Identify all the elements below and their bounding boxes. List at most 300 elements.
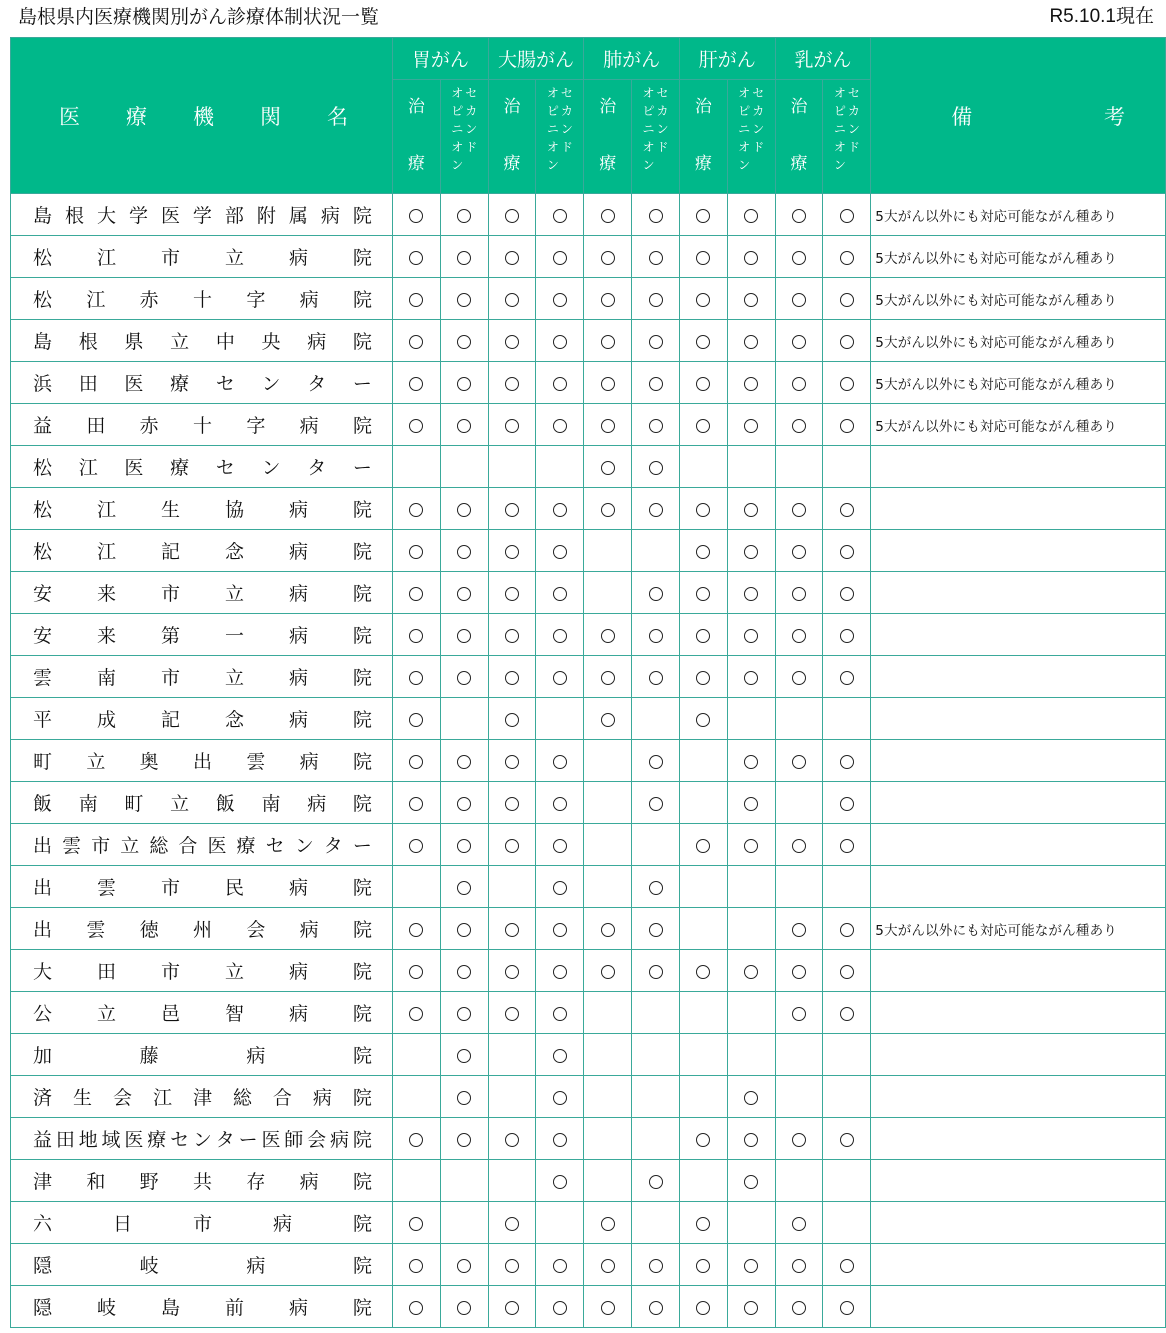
second-opinion-cell bbox=[536, 1286, 584, 1328]
table-row bbox=[11, 572, 1166, 614]
treatment-cell bbox=[488, 404, 536, 446]
available-mark bbox=[792, 671, 806, 685]
table-row bbox=[11, 992, 1166, 1034]
name-char: ン bbox=[192, 1129, 212, 1151]
second-opinion-cell bbox=[536, 404, 584, 446]
as-of-date: R5.10.1現在 bbox=[1049, 6, 1154, 27]
available-mark bbox=[840, 965, 854, 979]
available-mark bbox=[649, 209, 663, 223]
available-mark bbox=[553, 209, 567, 223]
header-char: オ bbox=[738, 140, 751, 154]
name-char: 根 bbox=[64, 205, 84, 227]
name-char: 前 bbox=[224, 1297, 244, 1319]
treatment-cell bbox=[775, 194, 823, 236]
name-char: 病 bbox=[320, 205, 340, 227]
second-opinion-cell bbox=[632, 1118, 680, 1160]
remarks-cell bbox=[871, 740, 1166, 782]
second-opinion-cell bbox=[727, 1244, 775, 1286]
name-char: 出 bbox=[33, 877, 53, 899]
second-opinion-cell bbox=[727, 236, 775, 278]
header-vertical-text bbox=[465, 84, 477, 174]
second-opinion-cell bbox=[727, 194, 775, 236]
second-opinion-cell bbox=[727, 740, 775, 782]
available-mark bbox=[553, 1091, 567, 1105]
table-row bbox=[11, 824, 1166, 866]
second-opinion-cell bbox=[823, 1118, 871, 1160]
table-row bbox=[11, 1160, 1166, 1202]
name-char: 総 bbox=[232, 1087, 252, 1109]
header-char: ニ bbox=[546, 122, 559, 136]
second-opinion-cell bbox=[536, 614, 584, 656]
name-char: タ bbox=[215, 1129, 235, 1151]
hospital-name-text bbox=[11, 747, 392, 774]
treatment-cell bbox=[488, 572, 536, 614]
available-mark bbox=[553, 839, 567, 853]
header-char: 療 bbox=[126, 104, 147, 129]
available-mark bbox=[649, 503, 663, 517]
header-char: 療 bbox=[694, 154, 712, 174]
treatment-cell bbox=[393, 656, 441, 698]
second-opinion-cell bbox=[823, 530, 871, 572]
name-char: 出 bbox=[33, 919, 53, 941]
name-char: 和 bbox=[86, 1171, 106, 1193]
available-mark bbox=[553, 587, 567, 601]
name-char: 立 bbox=[86, 751, 106, 773]
second-opinion-cell bbox=[440, 866, 488, 908]
name-char: 念 bbox=[224, 541, 244, 563]
table-row bbox=[11, 698, 1166, 740]
hospital-name-text bbox=[11, 369, 392, 396]
hospital-name bbox=[11, 656, 393, 698]
hospital-name bbox=[11, 1244, 393, 1286]
name-char: 院 bbox=[352, 1087, 372, 1109]
name-char: 岐 bbox=[96, 1297, 116, 1319]
second-opinion-cell bbox=[823, 1244, 871, 1286]
treatment-cell bbox=[393, 866, 441, 908]
header-char: 機 bbox=[193, 104, 214, 129]
available-mark bbox=[553, 1301, 567, 1315]
header-treatment-label bbox=[680, 80, 727, 174]
header-char: ニ bbox=[642, 122, 655, 136]
name-char: 平 bbox=[33, 709, 53, 731]
second-opinion-cell bbox=[440, 740, 488, 782]
header-char: ン bbox=[642, 158, 655, 172]
hospital-name bbox=[11, 572, 393, 614]
hospital-name bbox=[11, 740, 393, 782]
available-mark bbox=[792, 377, 806, 391]
second-opinion-cell bbox=[632, 614, 680, 656]
name-char: 病 bbox=[288, 1297, 308, 1319]
available-mark bbox=[744, 545, 758, 559]
header-vertical-text bbox=[547, 84, 559, 174]
second-opinion-cell bbox=[823, 950, 871, 992]
name-char: 院 bbox=[352, 1003, 372, 1025]
name-char: 州 bbox=[192, 919, 212, 941]
second-opinion-cell bbox=[632, 488, 680, 530]
treatment-cell bbox=[679, 782, 727, 824]
name-char: 医 bbox=[124, 1129, 144, 1151]
treatment-cell bbox=[393, 446, 441, 488]
treatment-cell bbox=[584, 698, 632, 740]
treatment-cell bbox=[488, 1244, 536, 1286]
hospital-name bbox=[11, 194, 393, 236]
available-mark bbox=[553, 629, 567, 643]
available-mark bbox=[505, 1133, 519, 1147]
second-opinion-cell bbox=[632, 1244, 680, 1286]
name-char: 病 bbox=[307, 793, 327, 815]
name-char: 療 bbox=[147, 1129, 167, 1151]
second-opinion-cell bbox=[440, 950, 488, 992]
available-mark bbox=[744, 587, 758, 601]
treatment-cell bbox=[393, 824, 441, 866]
available-mark bbox=[457, 671, 471, 685]
treatment-cell bbox=[488, 908, 536, 950]
treatment-cell bbox=[488, 362, 536, 404]
second-opinion-cell bbox=[440, 698, 488, 740]
available-mark bbox=[840, 335, 854, 349]
available-mark bbox=[409, 755, 423, 769]
name-char: 域 bbox=[101, 1129, 121, 1151]
name-char: 病 bbox=[288, 667, 308, 689]
treatment-cell bbox=[488, 194, 536, 236]
name-char: セ bbox=[215, 457, 235, 479]
name-char: セ bbox=[265, 835, 285, 857]
name-char: 田 bbox=[86, 415, 106, 437]
name-char: 隠 bbox=[33, 1255, 53, 1277]
available-mark bbox=[505, 251, 519, 265]
available-mark bbox=[649, 881, 663, 895]
available-mark bbox=[696, 1217, 710, 1231]
available-mark bbox=[553, 671, 567, 685]
header-char: カ bbox=[847, 104, 860, 118]
treatment-cell bbox=[679, 1244, 727, 1286]
available-mark bbox=[649, 1301, 663, 1315]
hospital-name bbox=[11, 320, 393, 362]
second-opinion-cell bbox=[727, 1160, 775, 1202]
header-char: 治 bbox=[790, 97, 808, 117]
available-mark bbox=[457, 587, 471, 601]
name-char: 院 bbox=[352, 751, 372, 773]
remarks-cell bbox=[871, 992, 1166, 1034]
hospital-name-text bbox=[11, 453, 392, 480]
header-treatment-label bbox=[776, 80, 823, 174]
name-char: 立 bbox=[224, 961, 244, 983]
available-mark bbox=[744, 1133, 758, 1147]
header-char: 考 bbox=[1104, 104, 1125, 129]
treatment-cell bbox=[679, 404, 727, 446]
treatment-cell bbox=[679, 362, 727, 404]
available-mark bbox=[409, 965, 423, 979]
header-char: 療 bbox=[407, 154, 425, 174]
name-char: 学 bbox=[192, 205, 212, 227]
hospital-name-text bbox=[11, 285, 392, 312]
header-vertical-text bbox=[561, 84, 573, 174]
name-char: 江 bbox=[78, 457, 98, 479]
second-opinion-cell bbox=[823, 572, 871, 614]
available-mark bbox=[553, 1175, 567, 1189]
available-mark bbox=[696, 587, 710, 601]
available-mark bbox=[601, 1301, 615, 1315]
name-char: 記 bbox=[160, 541, 180, 563]
available-mark bbox=[649, 629, 663, 643]
header-char: 療 bbox=[503, 154, 521, 174]
remarks-cell bbox=[871, 1202, 1166, 1244]
table-row bbox=[11, 1076, 1166, 1118]
name-char: 済 bbox=[33, 1087, 53, 1109]
header-char: オ bbox=[833, 86, 846, 100]
hospital-name-text bbox=[11, 243, 392, 270]
remarks-cell bbox=[871, 488, 1166, 530]
second-opinion-cell bbox=[632, 236, 680, 278]
second-opinion-cell bbox=[440, 488, 488, 530]
second-opinion-cell bbox=[632, 1034, 680, 1076]
hospital-name bbox=[11, 1118, 393, 1160]
name-char: セ bbox=[170, 1129, 190, 1151]
second-opinion-cell bbox=[823, 1034, 871, 1076]
treatment-cell bbox=[775, 1244, 823, 1286]
hospital-name-text bbox=[11, 705, 392, 732]
available-mark bbox=[696, 335, 710, 349]
header-second-opinion bbox=[632, 80, 680, 194]
treatment-cell bbox=[584, 782, 632, 824]
header-cancer-type: 胃がん bbox=[393, 38, 489, 80]
name-char: 大 bbox=[96, 205, 116, 227]
second-opinion-cell bbox=[823, 488, 871, 530]
header-cancer-type: 大腸がん bbox=[488, 38, 584, 80]
name-char: 来 bbox=[96, 583, 116, 605]
treatment-cell bbox=[488, 1286, 536, 1328]
available-mark bbox=[744, 377, 758, 391]
name-char: 院 bbox=[352, 919, 372, 941]
treatment-cell bbox=[393, 1160, 441, 1202]
name-char: 第 bbox=[160, 625, 180, 647]
header-remarks bbox=[871, 38, 1166, 194]
hospital-name-text bbox=[11, 915, 392, 942]
second-opinion-cell bbox=[440, 1244, 488, 1286]
header-char: ニ bbox=[738, 122, 751, 136]
hospital-name-text bbox=[11, 495, 392, 522]
treatment-cell bbox=[584, 1244, 632, 1286]
second-opinion-cell bbox=[632, 320, 680, 362]
treatment-cell bbox=[775, 572, 823, 614]
second-opinion-cell bbox=[632, 572, 680, 614]
name-char: 病 bbox=[288, 625, 308, 647]
available-mark bbox=[792, 587, 806, 601]
treatment-cell bbox=[584, 908, 632, 950]
name-char: 市 bbox=[160, 667, 180, 689]
hospital-name-text bbox=[11, 411, 392, 438]
available-mark bbox=[840, 377, 854, 391]
treatment-cell bbox=[488, 1034, 536, 1076]
second-opinion-cell bbox=[727, 1034, 775, 1076]
treatment-cell bbox=[393, 404, 441, 446]
header-second-opinion-label bbox=[728, 80, 775, 174]
name-char: 日 bbox=[112, 1213, 132, 1235]
hospital-name bbox=[11, 782, 393, 824]
available-mark bbox=[840, 923, 854, 937]
treatment-cell bbox=[488, 950, 536, 992]
available-mark bbox=[649, 461, 663, 475]
second-opinion-cell bbox=[727, 320, 775, 362]
name-char: 立 bbox=[170, 793, 190, 815]
available-mark bbox=[409, 545, 423, 559]
name-char: 市 bbox=[192, 1213, 212, 1235]
available-mark bbox=[792, 1259, 806, 1273]
name-char: 院 bbox=[352, 331, 372, 353]
available-mark bbox=[457, 923, 471, 937]
second-opinion-cell bbox=[440, 362, 488, 404]
name-char: 合 bbox=[272, 1087, 292, 1109]
available-mark bbox=[649, 1175, 663, 1189]
available-mark bbox=[409, 503, 423, 517]
available-mark bbox=[744, 1091, 758, 1105]
name-char: 成 bbox=[96, 709, 116, 731]
second-opinion-cell bbox=[823, 320, 871, 362]
name-char: 町 bbox=[124, 793, 144, 815]
available-mark bbox=[553, 335, 567, 349]
available-mark bbox=[792, 251, 806, 265]
header-cancer-type: 肺がん bbox=[584, 38, 680, 80]
second-opinion-cell bbox=[727, 698, 775, 740]
treatment-cell bbox=[393, 1244, 441, 1286]
name-char: 大 bbox=[33, 961, 53, 983]
available-mark bbox=[792, 629, 806, 643]
second-opinion-cell bbox=[727, 782, 775, 824]
treatment-cell bbox=[488, 992, 536, 1034]
name-char: 町 bbox=[33, 751, 53, 773]
available-mark bbox=[457, 251, 471, 265]
header-second-opinion-label bbox=[632, 80, 679, 174]
second-opinion-cell bbox=[536, 656, 584, 698]
name-char: 字 bbox=[246, 289, 266, 311]
header-char: カ bbox=[752, 104, 765, 118]
second-opinion-cell bbox=[727, 1286, 775, 1328]
treatment-cell bbox=[679, 740, 727, 782]
header-char: セ bbox=[560, 86, 573, 100]
header-char: 備 bbox=[951, 104, 973, 129]
second-opinion-cell bbox=[727, 1118, 775, 1160]
treatment-cell bbox=[393, 782, 441, 824]
name-char: 野 bbox=[139, 1171, 159, 1193]
second-opinion-cell bbox=[536, 950, 584, 992]
available-mark bbox=[696, 293, 710, 307]
available-mark bbox=[505, 335, 519, 349]
second-opinion-cell bbox=[727, 614, 775, 656]
second-opinion-cell bbox=[727, 572, 775, 614]
name-char: 飯 bbox=[215, 793, 235, 815]
second-opinion-cell bbox=[440, 614, 488, 656]
treatment-cell bbox=[775, 530, 823, 572]
treatment-cell bbox=[679, 992, 727, 1034]
treatment-cell bbox=[679, 1160, 727, 1202]
hospital-name-text bbox=[11, 789, 392, 816]
name-char: 市 bbox=[160, 583, 180, 605]
available-mark bbox=[649, 965, 663, 979]
available-mark bbox=[696, 1133, 710, 1147]
name-char: 院 bbox=[352, 1297, 372, 1319]
treatment-cell bbox=[393, 1034, 441, 1076]
available-mark bbox=[744, 839, 758, 853]
hospital-name-text bbox=[11, 957, 392, 984]
available-mark bbox=[409, 1217, 423, 1231]
name-char: 来 bbox=[96, 625, 116, 647]
second-opinion-cell bbox=[440, 782, 488, 824]
name-char: セ bbox=[215, 373, 235, 395]
name-char: 会 bbox=[246, 919, 266, 941]
second-opinion-cell bbox=[823, 908, 871, 950]
second-opinion-cell bbox=[823, 1202, 871, 1244]
second-opinion-cell bbox=[632, 950, 680, 992]
header-vertical-text bbox=[848, 84, 860, 174]
available-mark bbox=[505, 1007, 519, 1021]
remarks-cell: 5大がん以外にも対応可能ながん種あり bbox=[871, 278, 1166, 320]
remarks-cell bbox=[871, 1244, 1166, 1286]
hospital-name-text bbox=[11, 537, 392, 564]
hospital-name-text bbox=[11, 1083, 392, 1110]
name-char: 立 bbox=[224, 667, 244, 689]
available-mark bbox=[792, 1301, 806, 1315]
name-char: 松 bbox=[33, 499, 53, 521]
remarks-cell: 5大がん以外にも対応可能ながん種あり bbox=[871, 194, 1166, 236]
hospital-name bbox=[11, 614, 393, 656]
available-mark bbox=[505, 545, 519, 559]
second-opinion-cell bbox=[440, 572, 488, 614]
hospital-name-text bbox=[11, 1293, 392, 1320]
second-opinion-cell bbox=[823, 740, 871, 782]
second-opinion-cell bbox=[440, 320, 488, 362]
name-char: 田 bbox=[96, 961, 116, 983]
available-mark bbox=[505, 965, 519, 979]
name-char: 加 bbox=[33, 1045, 53, 1067]
second-opinion-cell bbox=[632, 824, 680, 866]
available-mark bbox=[457, 965, 471, 979]
name-char: 雲 bbox=[86, 919, 106, 941]
treatment-cell bbox=[679, 698, 727, 740]
second-opinion-cell bbox=[632, 1160, 680, 1202]
name-char: 邑 bbox=[160, 1003, 180, 1025]
available-mark bbox=[505, 209, 519, 223]
treatment-cell bbox=[584, 572, 632, 614]
name-char: 病 bbox=[299, 415, 319, 437]
header-char: ン bbox=[451, 158, 464, 172]
name-char: 根 bbox=[78, 331, 98, 353]
available-mark bbox=[696, 503, 710, 517]
treatment-cell bbox=[488, 488, 536, 530]
second-opinion-cell bbox=[440, 1160, 488, 1202]
header-treatment bbox=[679, 80, 727, 194]
treatment-cell bbox=[775, 908, 823, 950]
header-second-opinion bbox=[440, 80, 488, 194]
table-row bbox=[11, 1202, 1166, 1244]
available-mark bbox=[601, 251, 615, 265]
available-mark bbox=[457, 335, 471, 349]
available-mark bbox=[601, 335, 615, 349]
name-char: 益 bbox=[33, 1129, 53, 1151]
hospital-name-text bbox=[11, 1251, 392, 1278]
name-char: ー bbox=[352, 373, 372, 395]
remarks-cell: 5大がん以外にも対応可能ながん種あり bbox=[871, 404, 1166, 446]
treatment-cell bbox=[393, 488, 441, 530]
name-char: 赤 bbox=[139, 415, 159, 437]
name-char: 赤 bbox=[139, 289, 159, 311]
available-mark bbox=[744, 335, 758, 349]
second-opinion-cell bbox=[536, 1244, 584, 1286]
table-row bbox=[11, 278, 1166, 320]
hospital-name bbox=[11, 1160, 393, 1202]
available-mark bbox=[505, 293, 519, 307]
treatment-cell bbox=[584, 362, 632, 404]
name-char: ー bbox=[352, 835, 372, 857]
